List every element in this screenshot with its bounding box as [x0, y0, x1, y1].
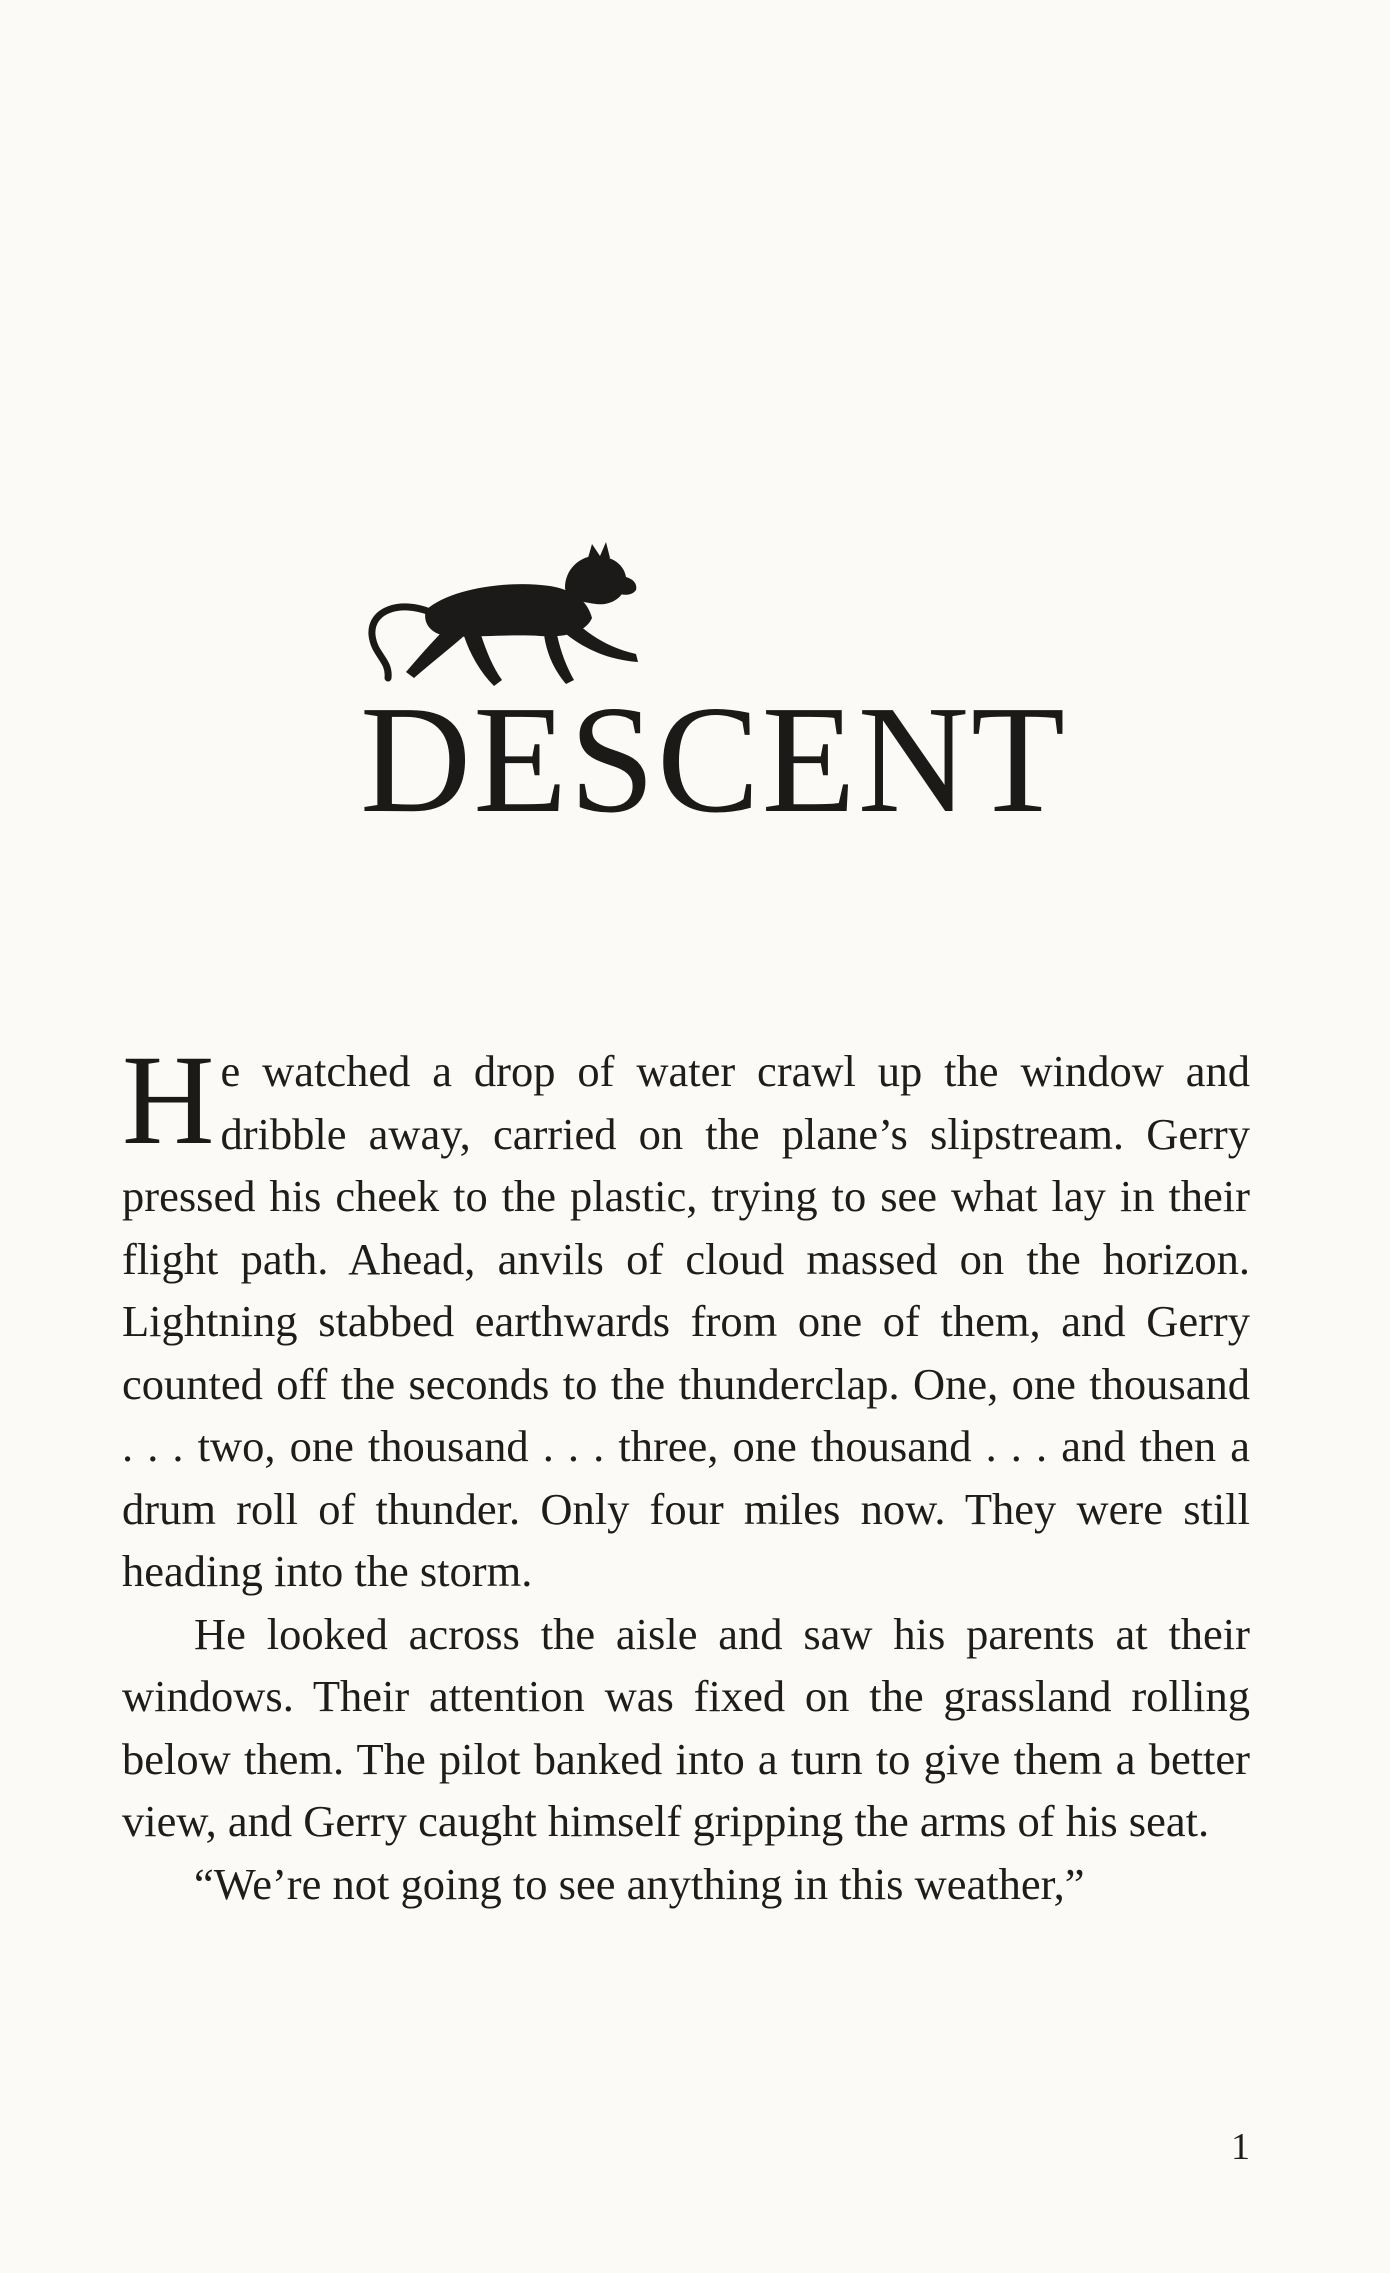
monkey-illustration [360, 540, 680, 690]
body-text [122, 1029, 1250, 1915]
chapter-heading [340, 540, 1067, 880]
paragraph-text: e watched a drop of water crawl up the window and dribble away, carried on the plane’s slipstream. Gerry pressed his cheek to the plastic, trying to see what lay in their flight path. Ahead, anvils of cloud massed on the horizon. Lightning stabbed earthwards from one of them, and Gerry counted off the seconds to the thunderclap. One, one thousand . . . two, one thousand . . . three, one thousand . . . and then a drum roll of thunder. Only four miles now. They were still heading into the storm. [122, 1046, 1250, 1596]
paragraph: “We’re not going to see anything in this weather,” [194, 1858, 1085, 1909]
page-number: 1 [1231, 2126, 1250, 2168]
drop-cap: H [122, 1029, 215, 1171]
paragraph [122, 1029, 1250, 1603]
paragraph: He looked across the aisle and saw his parents at their windows. Their attention was fixed on the grassland rolling below them. The pilot banked into a turn to give them a better view, and Gerry caught himself gripping the arms of his seat. [122, 1608, 1250, 1846]
chapter-title: DESCENT [360, 675, 1067, 845]
